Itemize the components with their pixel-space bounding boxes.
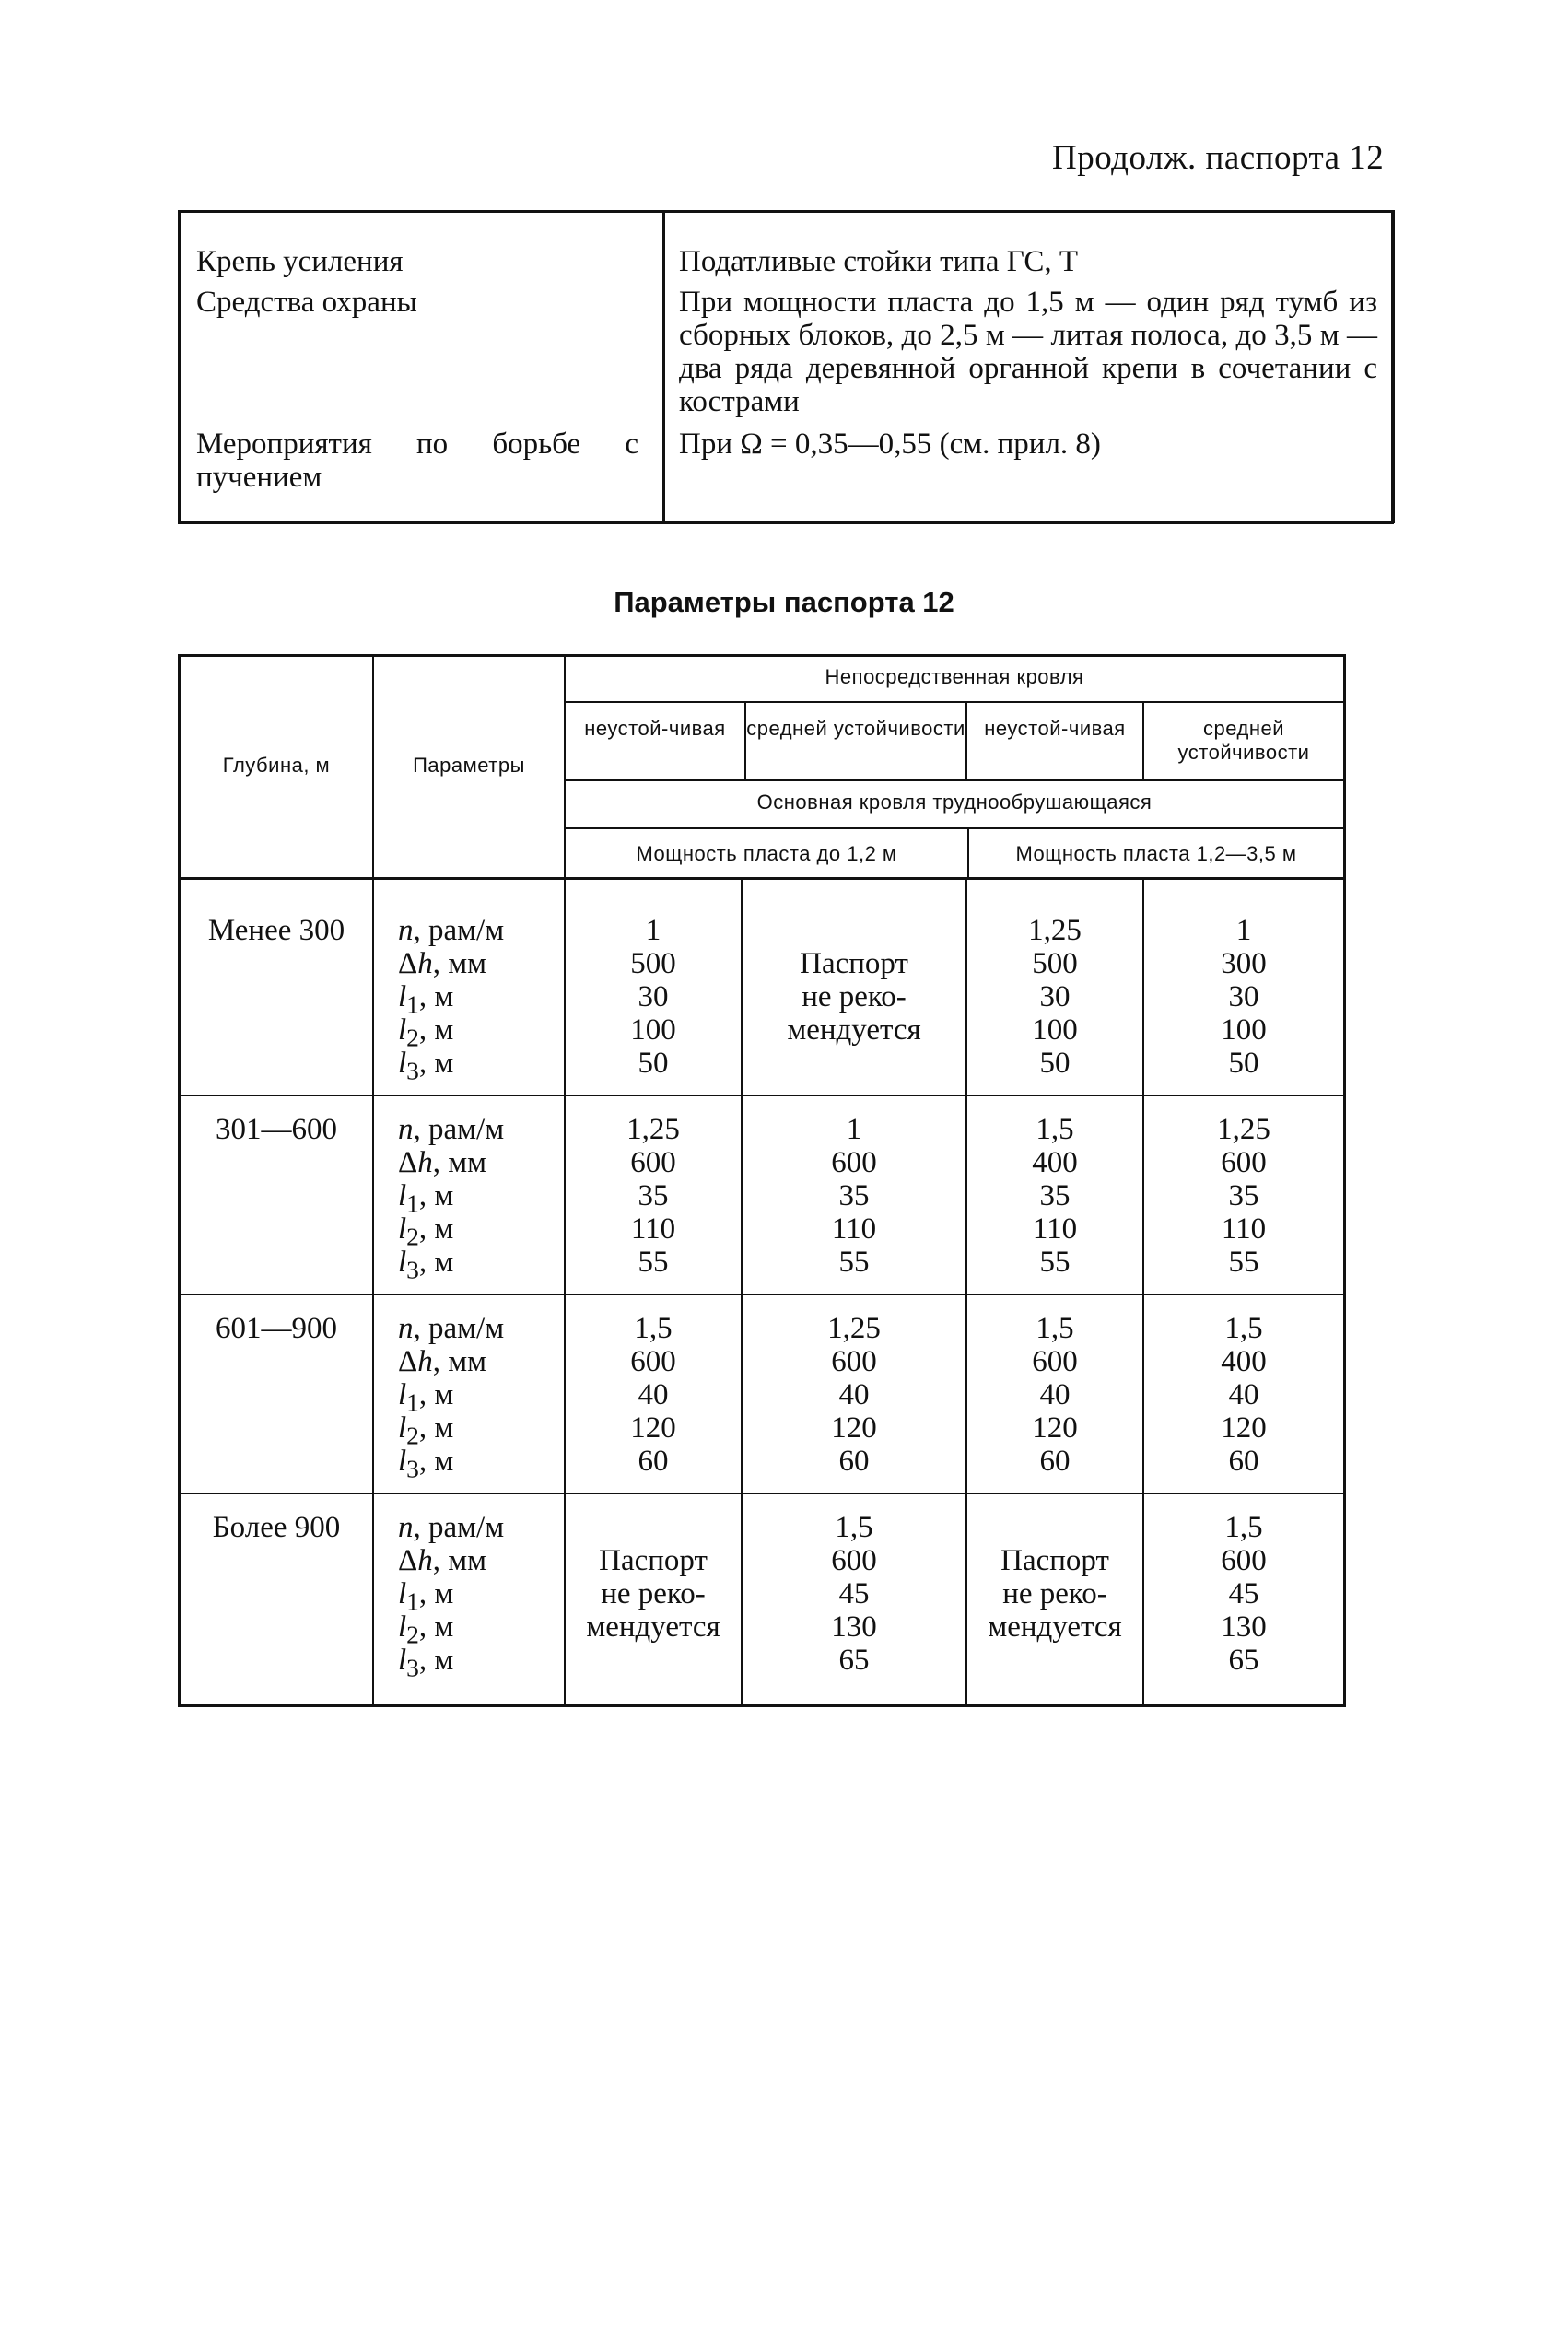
value-cell: 1 300 30 100 50 <box>1221 914 1267 1080</box>
header-immediate-roof: Непосредственная кровля <box>825 665 1084 688</box>
value-cell: 1,25 600 35 110 55 <box>626 1113 680 1279</box>
header-unstable-2: неустой-чивая <box>984 717 1126 740</box>
param-list-row-1: n, рам/м Δh, мм $l_1$, м $l_2$, м $l_3$, м <box>398 914 505 1085</box>
header-medium-1: средней устойчивости <box>746 717 965 740</box>
value-cell: 1,25 600 35 110 55 <box>1217 1113 1270 1279</box>
value-cell: 1,5 400 40 120 60 <box>1221 1312 1267 1478</box>
value-cell: 1,25 500 30 100 50 <box>1028 914 1082 1080</box>
top-label-protection: Средства охраны <box>196 286 417 319</box>
header-depth: Глубина, м <box>222 754 331 777</box>
top-label-heaving: Мероприятия по борьбе с пучением <box>196 427 638 494</box>
param-list-row-2: n, рам/м Δh, мм $l_1$, м $l_2$, м $l_3$, м <box>398 1113 505 1284</box>
depth-row-2: 301—600 <box>216 1113 337 1146</box>
value-cell: 1 500 30 100 50 <box>630 914 676 1080</box>
header-thickness-1: Мощность пласта до 1,2 м <box>636 842 897 865</box>
top-value-heaving: При Ω = 0,35—0,55 (см. прил. 8) <box>679 427 1101 461</box>
value-cell: 1,5 600 40 120 60 <box>1032 1312 1078 1478</box>
header-medium-2: средней устойчивости <box>1177 717 1310 764</box>
depth-row-4: Более 900 <box>212 1511 341 1544</box>
value-cell: 1,5 600 45 130 65 <box>831 1511 877 1677</box>
param-list-row-4: n, рам/м Δh, мм $l_1$, м $l_2$, м $l_3$, м <box>398 1511 505 1682</box>
depth-row-3: 601—900 <box>216 1312 337 1345</box>
depth-row-1: Менее 300 <box>207 914 345 947</box>
top-value-protection: При мощности пласта до 1,5 м — один ряд тумб из сборных блоков, до 2,5 м — литая полоса, до 3,5 м — два ряда деревянной органной крепи в сочетании с кострами <box>679 286 1377 418</box>
value-cell: 1,5 400 35 110 55 <box>1032 1113 1078 1279</box>
value-cell: 1,25 600 40 120 60 <box>827 1312 881 1478</box>
param-list-row-3: n, рам/м Δh, мм $l_1$, м $l_2$, м $l_3$, м <box>398 1312 505 1483</box>
not-recommended-cell: Паспорт не реко- мендуется <box>787 947 921 1047</box>
not-recommended-cell: Паспорт не реко- мендуется <box>988 1544 1122 1644</box>
header-thickness-2: Мощность пласта 1,2—3,5 м <box>1015 842 1297 865</box>
running-header: Продолж. паспорта 12 <box>1052 139 1385 177</box>
value-cell: 1,5 600 45 130 65 <box>1221 1511 1267 1677</box>
value-cell: 1,5 600 40 120 60 <box>630 1312 676 1478</box>
header-unstable-1: неустой-чивая <box>584 717 726 740</box>
top-label-reinforcement: Крепь усиления <box>196 245 404 278</box>
header-params: Параметры <box>413 754 525 777</box>
not-recommended-cell: Паспорт не реко- мендуется <box>586 1544 720 1644</box>
params-table-title: Параметры паспорта 12 <box>614 586 954 618</box>
value-cell: 1 600 35 110 55 <box>831 1113 877 1279</box>
header-main-roof: Основная кровля труднообрушающаяся <box>756 790 1153 814</box>
top-value-reinforcement: Податливые стойки типа ГС, Т <box>679 245 1079 278</box>
